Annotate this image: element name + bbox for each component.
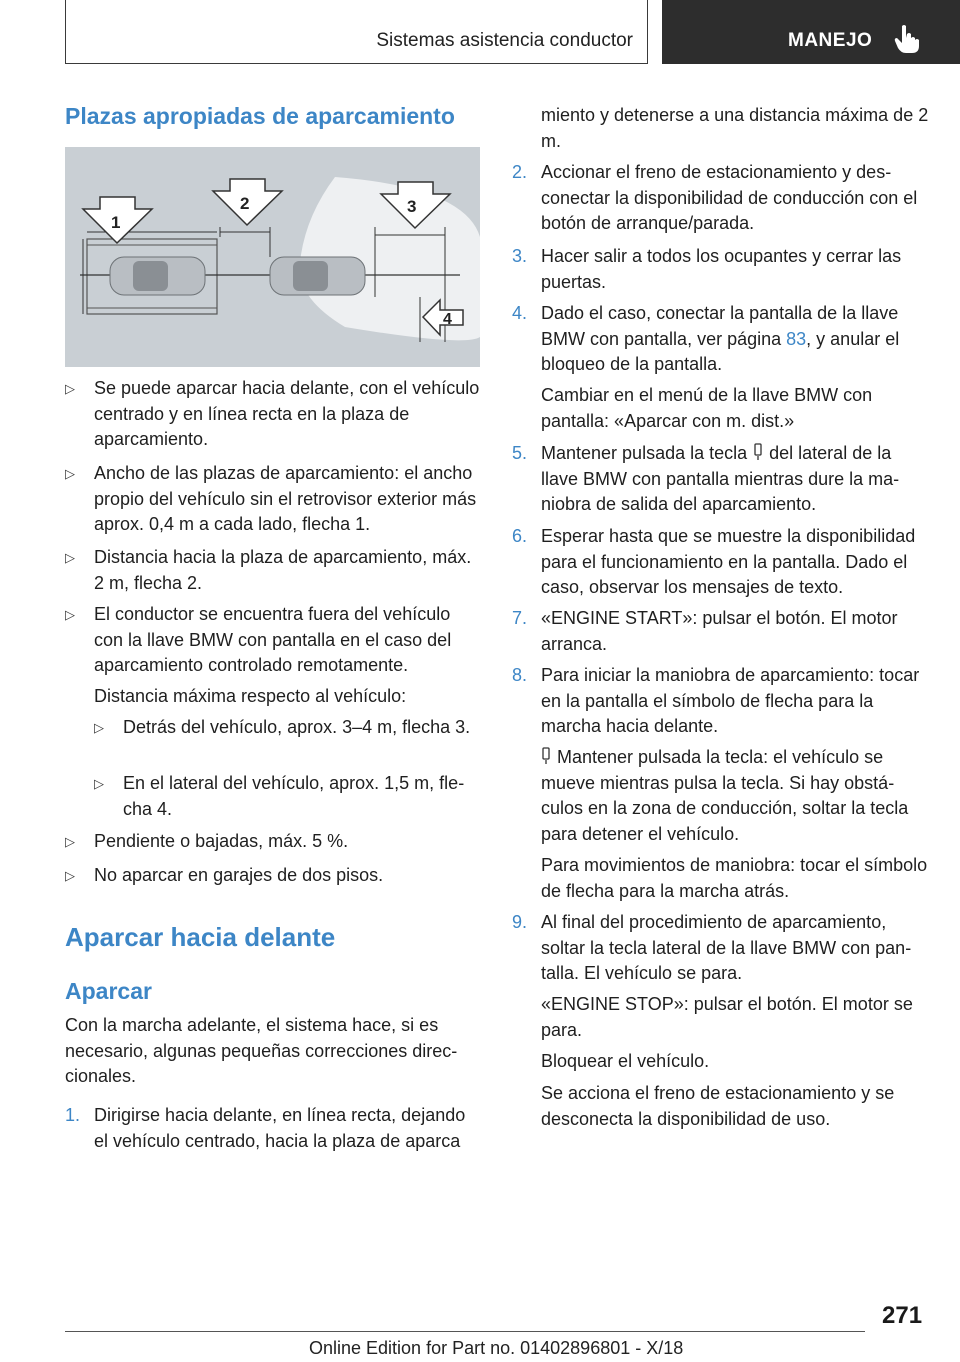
step-8-note-2: Para movimientos de maniobra: tocar el símbolo de flecha para la marcha atrás. [541,855,928,901]
list-item: ▷ No aparcar en garajes de dos pisos. [65,863,480,889]
step-9: 9. Al final del procedimiento de aparcamiento, soltar la tecla lateral de la llave BMW con pantalla. El vehículo se para. [512,912,912,983]
list-item: ▷ Se puede aparcar hacia delante, con el vehículo centrado y en línea recta en la plaza de aparcamiento. [65,378,480,449]
car-parked [110,257,205,295]
triangle-bullet-icon: ▷ [65,466,75,481]
triangle-bullet-icon: ▷ [65,834,75,849]
step-9-note-3: Se acciona el freno de estacionamiento y se desconecta la disponibilidad de uso. [541,1083,895,1129]
triangle-bullet-icon: ▷ [65,868,75,883]
parking-diagram [65,147,480,367]
step-9-note-2: Bloquear el vehículo. [541,1051,710,1071]
list-item: ▷ Distancia hacia la plaza de aparcamiento, máx. 2 m, flecha 2. [65,547,472,593]
svg-text:3: 3 [407,197,417,216]
step-5: 5. Mantener pulsada la tecla del lateral de la llave BMW con pantalla mientras dure la maniobra de salida del aparcamiento. [512,443,900,514]
step-2: 2. Accionar el freno de estacionamiento y desconectar la disponibilidad de conducción con el botón de arranque/parada. [512,162,918,233]
step-1-continued: miento y detenerse a una distancia máxima de 2 m. [541,105,929,151]
car-driving [270,257,365,295]
subheading-aparcar: Aparcar [65,978,152,1004]
chapter-tab[interactable] [662,0,960,64]
svg-text:1: 1 [111,213,121,232]
page-link-83[interactable]: 83 [786,328,807,349]
triangle-bullet-icon: ▷ [65,607,75,622]
step-8-note-1: Mantener pulsada la tecla: el vehículo se mueve mientras pulsa la tecla. Si hay obstáculos en la zona de conducción, soltar la tecla para detener el vehículo. [541,747,909,844]
list-item: ▷ Ancho de las plazas de aparcamiento: el ancho propio del vehículo sin el retrovisor exterior más aprox. 0,4 m a cada lado, flecha 1. [65,463,477,534]
step-9-note-1: «ENGINE STOP»: pulsar el botón. El motor se para. [541,994,913,1040]
parking-diagram-svg [65,147,480,367]
step-4: 4. Dado el caso, conectar la pantalla de la llave BMW con pantalla, ver página 83, y anular el bloqueo de la pantalla. [512,303,900,374]
step-3: 3. Hacer salir a todos los ocupantes y cerrar las puertas. [512,246,902,292]
svg-text:4: 4 [443,311,452,328]
svg-text:2: 2 [240,194,250,213]
edition-footer: Online Edition for Part no. 01402896801 - X/18 [309,1338,684,1358]
section-heading-aparcar-delante: Aparcar hacia delante [65,922,336,952]
triangle-bullet-icon: ▷ [65,550,75,565]
distance-intro: Distancia máxima respecto al vehículo: [94,686,407,706]
list-item: ▷ El conductor se encuentra fuera del vehículo con la llave BMW con pantalla en el caso del aparcamiento controlado remotamente. [65,604,452,675]
side-key-icon [753,443,763,461]
list-item: ▷ En el lateral del vehículo, aprox. 1,5 m, flecha 4. [94,773,465,819]
triangle-bullet-icon: ▷ [94,776,104,791]
footer-divider [65,1331,865,1332]
list-item: ▷ Pendiente o bajadas, máx. 5 %. [65,829,480,855]
step-1: 1. Dirigirse hacia delante, en línea recta, dejando el vehículo centrado, hacia la plaza de aparca [65,1105,466,1151]
step-7: 7. «ENGINE START»: pulsar el botón. El motor arranca. [512,608,898,654]
side-key-icon [541,747,551,765]
step-6: 6. Esperar hasta que se muestre la disponibilidad para el funcionamiento en la pantalla. Dado el caso, observar los mensajes de texto. [512,526,916,597]
section-title: Sistemas asistencia conductor [376,30,633,51]
step-8: 8. Para iniciar la maniobra de aparcamiento: tocar en la pantalla el símbolo de flecha para la marcha hacia delante. [512,665,920,736]
triangle-bullet-icon: ▷ [65,381,75,396]
section-heading-plazas: Plazas apropiadas de aparcamiento [65,103,455,129]
hand-pointer-icon [894,24,920,54]
list-item: ▷ Detrás del vehículo, aprox. 3–4 m, flecha 3. [94,715,480,741]
page-number: 271 [882,1302,923,1329]
header-section-box [65,0,648,64]
step-4-note: Cambiar en el menú de la llave BMW con pantalla: «Aparcar con m. dist.» [541,385,873,431]
triangle-bullet-icon: ▷ [94,720,104,735]
intro-paragraph: Con la marcha adelante, el sistema hace, si es necesario, algunas pequeñas correcciones direccionales. [65,1015,458,1086]
chapter-tab-label: MANEJO [788,30,873,51]
